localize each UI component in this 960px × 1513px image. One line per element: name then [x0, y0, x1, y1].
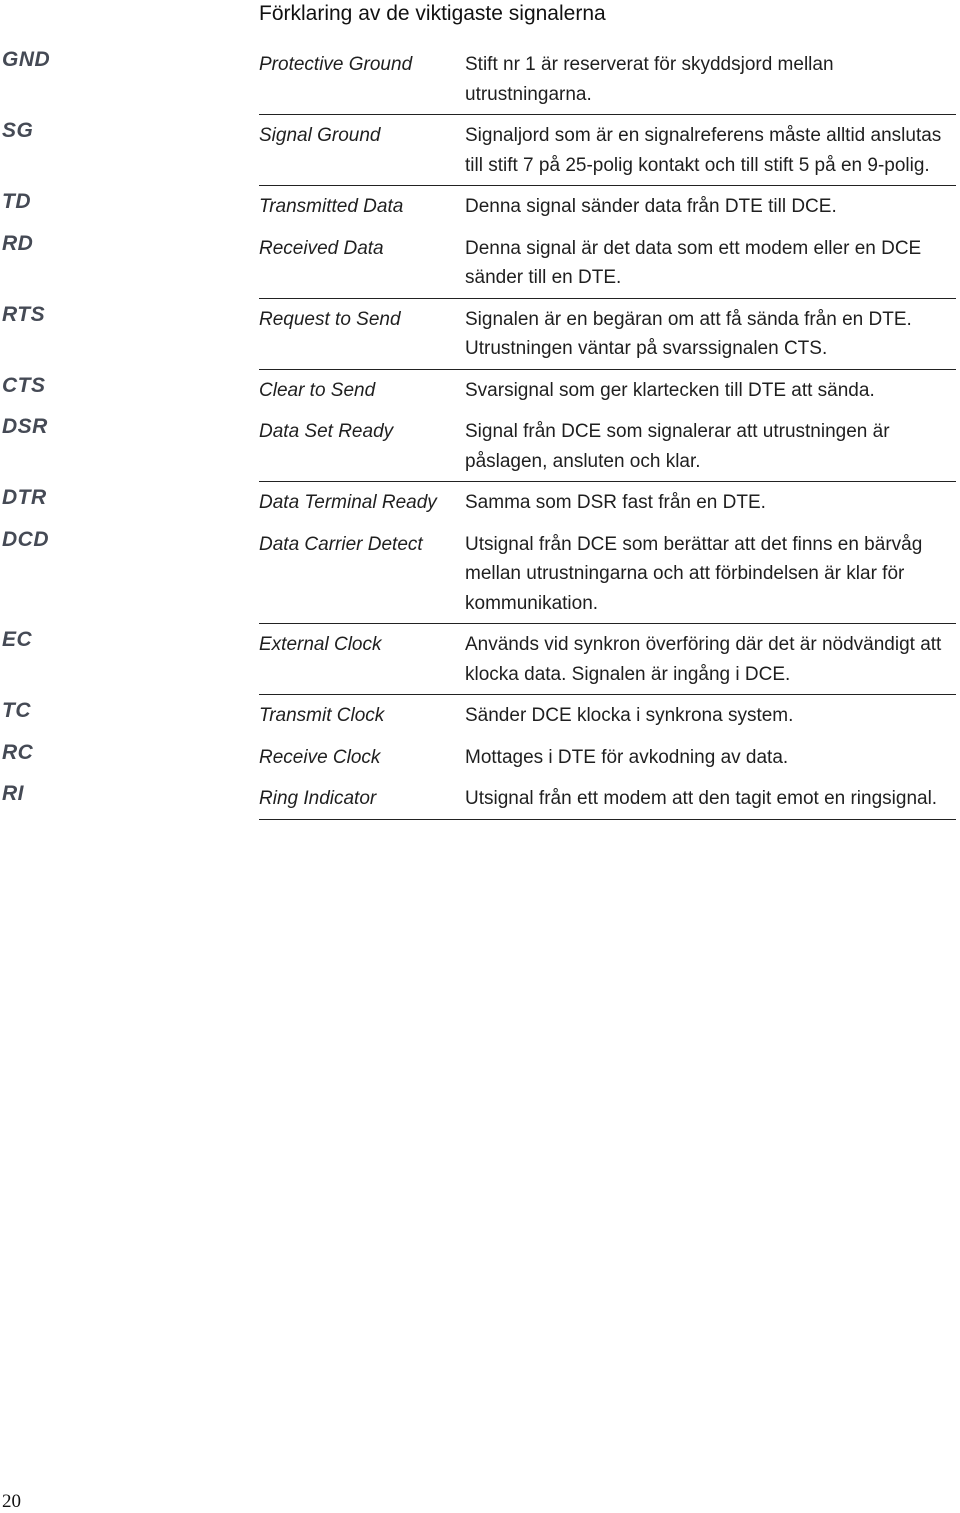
signal-row-td	[0, 186, 960, 228]
signal-row-ri	[0, 778, 960, 820]
signal-row-rts	[0, 299, 960, 370]
signal-abbreviation: GND	[2, 48, 51, 71]
signal-description: Utsignal från DCE som berättar att det finns en bärvåg mellan utrustningarna och att förbindelsen är klar för kommunikation.	[465, 533, 923, 614]
signal-table	[0, 44, 960, 820]
signal-abbreviation: TC	[2, 699, 31, 722]
signal-name: Request to Send	[259, 308, 401, 330]
signal-abbreviation: SG	[2, 119, 34, 142]
signal-name: Ring Indicator	[259, 788, 377, 809]
signal-description: Svarsignal som ger klartecken till DTE att sända.	[465, 379, 875, 401]
signal-name: Clear to Send	[259, 379, 376, 401]
signal-abbreviation: CTS	[2, 373, 46, 397]
signal-row-cts	[0, 370, 960, 412]
signal-abbreviation: RTS	[2, 302, 46, 326]
signal-description: Samma som DSR fast från en DTE.	[465, 492, 766, 513]
signal-name: Signal Ground	[259, 125, 381, 146]
signal-name: Data Set Ready	[259, 421, 394, 442]
signal-abbreviation: DCD	[2, 527, 49, 551]
signal-description: Signaljord som är en signalreferens måste alltid anslutas till stift 7 på 25-polig kontakt och till stift 5 på en 9-polig.	[465, 125, 942, 176]
signal-abbreviation: RD	[2, 231, 34, 255]
signal-abbreviation: EC	[2, 628, 33, 651]
signal-abbreviation: DTR	[2, 486, 47, 509]
signal-name: External Clock	[259, 634, 382, 655]
signal-description: Signalen är en begäran om att få sända från en DTE. Utrustningen väntar på svarssignalen CTS.	[465, 308, 912, 359]
signal-description: Denna signal sänder data från DTE till DCE.	[465, 196, 837, 217]
signal-row-ec	[0, 624, 960, 695]
signal-abbreviation: TD	[2, 190, 31, 213]
signal-description: Utsignal från ett modem att den tagit emot en ringsignal.	[465, 788, 938, 809]
page-title: Förklaring av de viktigaste signalerna	[259, 2, 606, 25]
signal-name: Data Terminal Ready	[259, 492, 437, 513]
signal-description: Mottages i DTE för avkodning av data.	[465, 746, 789, 768]
signal-row-rd	[0, 228, 960, 299]
row-divider	[259, 819, 956, 820]
signal-abbreviation: RI	[2, 782, 24, 805]
signal-name: Transmitted Data	[259, 196, 404, 217]
signal-row-dcd	[0, 524, 960, 625]
page-number: 20	[2, 1491, 21, 1512]
signal-description: Används vid synkron överföring där det är nödvändigt att klocka data. Signalen är ingång i DCE.	[465, 634, 942, 685]
signal-name: Received Data	[259, 237, 384, 259]
signal-abbreviation: DSR	[2, 415, 48, 438]
signal-name: Receive Clock	[259, 746, 381, 768]
signal-row-sg	[0, 115, 960, 186]
signal-name: Transmit Clock	[259, 705, 385, 726]
signal-description: Denna signal är det data som ett modem eller en DCE sänder till en DTE.	[465, 237, 922, 288]
signal-row-gnd	[0, 44, 960, 115]
signal-description: Stift nr 1 är reserverat för skyddsjord mellan utrustningarna.	[465, 54, 834, 105]
signal-name: Data Carrier Detect	[259, 533, 423, 555]
signal-row-tc	[0, 695, 960, 737]
signal-description: Signal från DCE som signalerar att utrustningen är påslagen, ansluten och klar.	[465, 421, 890, 472]
signal-description: Sänder DCE klocka i synkrona system.	[465, 705, 794, 726]
signal-abbreviation: RC	[2, 740, 34, 764]
signal-row-rc	[0, 737, 960, 779]
signal-name: Protective Ground	[259, 54, 413, 75]
signal-row-dtr	[0, 482, 960, 524]
signal-row-dsr	[0, 411, 960, 482]
